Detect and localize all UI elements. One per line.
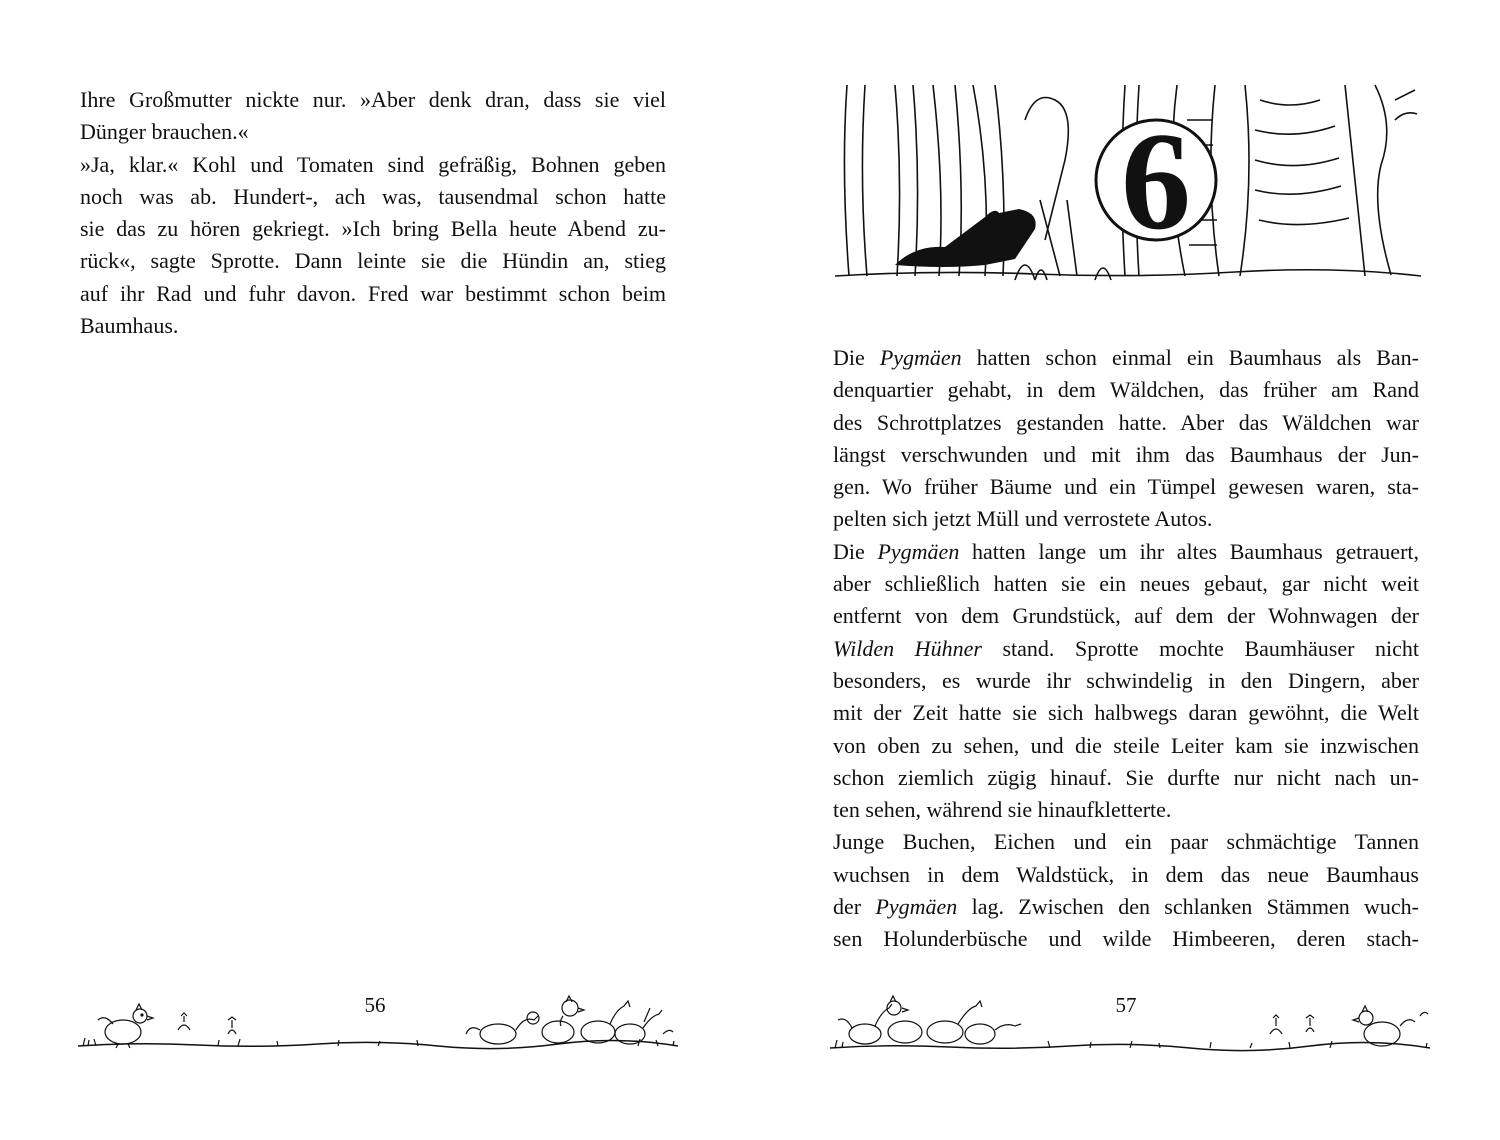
text-segment: Ihre Großmutter nickte nur. »Aber denk dran, dass sie viel <box>80 87 666 112</box>
text-line <box>80 278 666 310</box>
chapter-number: 6 <box>1121 104 1191 259</box>
text-line <box>833 730 1419 762</box>
text-line <box>833 665 1419 697</box>
text-line <box>80 181 666 213</box>
text-segment: stand. Sprotte mochte Baumhäuser nicht <box>981 635 1419 661</box>
text-line <box>833 600 1419 632</box>
left-page-text <box>80 84 666 342</box>
text-line <box>80 310 666 342</box>
text-segment: noch was ab. Hundert-, ach was, tausendmal schon hatte <box>80 183 666 209</box>
text-line <box>833 342 1419 374</box>
text-line <box>833 471 1419 503</box>
page-number: 57 <box>1115 993 1137 1017</box>
text-segment: Baumhaus. <box>80 313 179 339</box>
text-segment: Die <box>833 345 880 370</box>
italic-text: Pygmäen <box>875 894 958 920</box>
text-line <box>833 503 1419 535</box>
text-segment: des Schrottplatzes gestanden hatte. Aber das Wäldchen war <box>833 409 1419 435</box>
text-line <box>833 374 1419 406</box>
text-line <box>80 245 666 277</box>
text-segment: gen. Wo früher Bäume und ein Tümpel gewesen waren, sta- <box>833 474 1419 500</box>
text-line <box>833 762 1419 794</box>
text-line <box>833 697 1419 729</box>
text-line <box>833 568 1419 600</box>
text-segment: pelten sich jetzt Müll und verrostete Autos. <box>833 506 1213 532</box>
text-line <box>833 407 1419 439</box>
text-line <box>80 84 666 116</box>
italic-text: Pygmäen <box>877 538 960 564</box>
text-segment: rück«, sagte Sprotte. Dann leinte sie die Hündin an, stieg <box>80 248 666 274</box>
text-line <box>80 149 666 181</box>
text-segment: Dünger brauchen.« <box>80 119 249 145</box>
text-segment: besonders, es wurde ihr schwindelig in den Dingern, aber <box>833 667 1419 693</box>
text-line <box>80 213 666 245</box>
text-line <box>833 536 1419 568</box>
text-line <box>833 891 1419 923</box>
right-page-text <box>833 342 1419 956</box>
text-line <box>833 923 1419 955</box>
text-segment: sen Holunderbüsche und wilde Himbeeren, deren stach- <box>833 926 1419 952</box>
text-segment: hatten lange um ihr altes Baumhaus getrauert, <box>959 538 1420 564</box>
right-page <box>750 0 1500 1140</box>
chapter-forest-illustration <box>835 80 1421 284</box>
text-segment: lag. Zwischen den schlanken Stämmen wuch- <box>957 894 1420 920</box>
text-segment: Junge Buchen, Eichen und ein paar schmächtige Tannen <box>833 829 1419 855</box>
text-line <box>833 633 1419 665</box>
text-segment: auf ihr Rad und fuhr davon. Fred war bestimmt schon beim <box>80 280 666 306</box>
text-segment: denquartier gehabt, in dem Wäldchen, das früher am Rand <box>833 377 1419 403</box>
text-line <box>80 116 666 148</box>
text-segment: von oben zu sehen, und die steile Leiter kam sie inzwischen <box>833 732 1419 758</box>
text-line <box>833 439 1419 471</box>
text-line <box>833 859 1419 891</box>
text-segment: sie das zu hören gekriegt. »Ich bring Bella heute Abend zu- <box>80 216 666 242</box>
text-segment: der <box>833 894 876 920</box>
page-number: 56 <box>364 993 386 1017</box>
text-segment: wuchsen in dem Waldstück, in dem das neue Baumhaus <box>833 861 1419 887</box>
text-segment: entfernt von dem Grundstück, auf dem der Wohnwagen der <box>833 603 1419 629</box>
text-segment: schon ziemlich zügig hinauf. Sie durfte nur nicht nach un- <box>833 764 1419 790</box>
text-segment: hatten schon einmal ein Baumhaus als Ban- <box>961 345 1420 370</box>
text-line <box>833 794 1419 826</box>
text-segment: mit der Zeit hatte sie sich halbwegs daran gewöhnt, die Welt <box>833 700 1419 726</box>
text-line <box>833 826 1419 858</box>
text-segment: Die <box>833 538 878 564</box>
text-segment: längst verschwunden und mit ihm das Baumhaus der Jun- <box>833 441 1419 467</box>
italic-text: Pygmäen <box>879 345 962 370</box>
text-segment: aber schließlich hatten sie ein neues gebaut, gar nicht weit <box>833 571 1419 597</box>
italic-text: Wilden Hühner <box>833 635 982 661</box>
text-segment: »Ja, klar.« Kohl und Tomaten sind gefräßig, Bohnen geben <box>80 151 666 177</box>
text-segment: ten sehen, während sie hinaufkletterte. <box>833 797 1172 823</box>
